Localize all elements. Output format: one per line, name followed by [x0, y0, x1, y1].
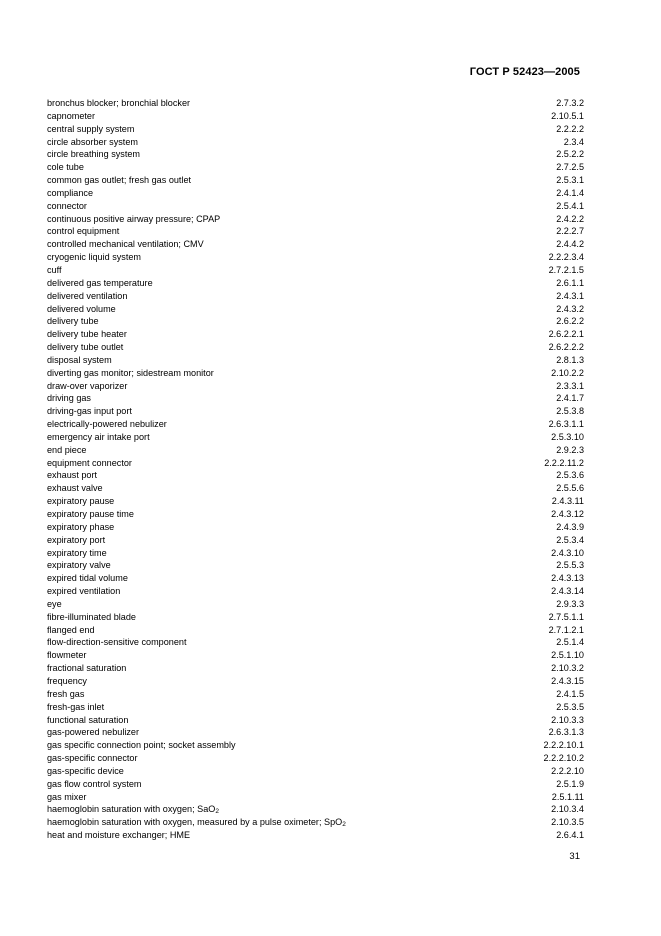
- index-term: [47, 315, 99, 328]
- index-entry: [47, 636, 584, 649]
- index-term: [47, 534, 105, 547]
- index-entry: [47, 598, 584, 611]
- index-entry: [47, 611, 584, 624]
- index-term-text: delivered gas temperature: [47, 277, 153, 288]
- index-term-subscript: 2: [215, 808, 219, 816]
- index-term-text: gas flow control system: [47, 778, 142, 789]
- index-term-text: flowmeter: [47, 650, 87, 661]
- index-term-text: controlled mechanical ventilation; CMV: [47, 239, 204, 250]
- index-entry: [47, 816, 584, 829]
- index-clause-number: 2.6.2.2.1: [548, 329, 584, 340]
- index-term: [47, 816, 346, 829]
- index-term: [47, 778, 142, 791]
- index-clause-number: 2.4.3.2: [556, 303, 584, 314]
- index-entry: [47, 752, 584, 765]
- index-term: [47, 547, 107, 560]
- index-term: [47, 405, 132, 418]
- index-clause-number: 2.7.2.1.5: [548, 264, 584, 275]
- index-clause-number: 2.4.3.10: [551, 547, 584, 558]
- index-entry: [47, 136, 584, 149]
- index-entry: [47, 277, 584, 290]
- index-term: [47, 482, 103, 495]
- index-clause-number: 2.5.3.6: [556, 470, 584, 481]
- index-clause-number: 2.4.3.9: [556, 521, 584, 532]
- index-term: [47, 187, 93, 200]
- index-clause-number: 2.4.1.4: [556, 187, 584, 198]
- index-clause-number: 2.5.3.5: [556, 701, 584, 712]
- index-term-text: fibre-illuminated blade: [47, 611, 136, 622]
- index-term: [47, 508, 134, 521]
- index-clause-number: 2.10.2.2: [551, 367, 584, 378]
- index-term-text: functional saturation: [47, 714, 129, 725]
- index-clause-number: 2.4.3.12: [551, 509, 584, 519]
- index-term-text: continuous positive airway pressure; CPAP: [47, 213, 221, 224]
- index-entry: [47, 110, 584, 123]
- index-clause-number: 2.4.4.2: [556, 239, 584, 250]
- index-clause-number: 2.9.3.3: [556, 598, 584, 609]
- index-term-text: control equipment: [47, 226, 120, 237]
- index-term-text: capnometer: [47, 110, 96, 121]
- index-entry: [47, 534, 584, 547]
- index-clause-number: 2.7.1.2.1: [548, 624, 584, 635]
- index-term: [47, 611, 136, 624]
- index-entry: [47, 444, 584, 457]
- index-term-text: expiratory pause time: [47, 509, 134, 519]
- index-clause-number: 2.5.1.4: [556, 637, 584, 648]
- index-clause-number: 2.5.3.10: [551, 431, 584, 442]
- index-clause-number: 2.2.2.11.2: [544, 457, 584, 468]
- index-term-text: cuff: [47, 264, 62, 275]
- index-clause-number: 2.4.2.2: [556, 213, 584, 224]
- index-clause-number: 2.7.3.2: [556, 98, 584, 108]
- index-term: [47, 225, 119, 238]
- index-entry: [47, 572, 584, 585]
- index-clause-number: 2.6.1.1: [556, 277, 584, 288]
- index-term: [47, 431, 150, 444]
- index-clause-number: 2.10.3.3: [551, 714, 584, 725]
- index-entry: [47, 521, 584, 534]
- index-term: [47, 726, 139, 739]
- index-term: [47, 675, 87, 688]
- index-clause-number: 2.5.4.1: [556, 200, 584, 211]
- index-term: [47, 213, 220, 226]
- index-term-text: haemoglobin saturation with oxygen; SaO: [47, 804, 216, 815]
- index-entry: [47, 367, 584, 380]
- index-term-text: expiratory pause: [47, 496, 115, 507]
- index-term: [47, 354, 112, 367]
- index-term: [47, 469, 97, 482]
- index-clause-number: 2.4.3.15: [551, 675, 584, 686]
- index-entry: [47, 315, 584, 328]
- index-clause-number: 2.2.2.7: [556, 226, 584, 237]
- index-term-text: gas-specific connector: [47, 753, 138, 764]
- index-term-text: bronchus blocker; bronchial blocker: [47, 98, 191, 108]
- index-entry: [47, 123, 584, 136]
- index-term: [47, 572, 128, 585]
- index-term-text: draw-over vaporizer: [47, 380, 128, 391]
- index-term-text: gas-powered nebulizer: [47, 727, 140, 738]
- index-entry: [47, 174, 584, 187]
- index-clause-number: 2.7.2.5: [556, 162, 584, 173]
- index-entry: [47, 187, 584, 200]
- index-term: [47, 791, 86, 804]
- index-term-text: gas-specific device: [47, 765, 124, 776]
- index-term: [47, 200, 87, 213]
- index-entry: [47, 431, 584, 444]
- index-clause-number: 2.6.2.2: [556, 316, 584, 327]
- index-term: [47, 598, 62, 611]
- index-term-text: common gas outlet; fresh gas outlet: [47, 175, 192, 186]
- index-term-text: exhaust port: [47, 470, 98, 481]
- index-clause-number: 2.4.3.11: [551, 496, 584, 507]
- index-entry: [47, 97, 584, 110]
- index-entry: [47, 200, 584, 213]
- index-clause-number: 2.4.1.7: [556, 393, 584, 404]
- index-entry: [47, 148, 584, 161]
- index-term: [47, 290, 127, 303]
- index-term-text: driving-gas input port: [47, 406, 132, 417]
- index-entry: [47, 392, 584, 405]
- index-entry: [47, 213, 584, 226]
- index-clause-number: 2.5.5.6: [556, 483, 584, 494]
- index-clause-number: 2.4.1.5: [556, 688, 584, 699]
- index-term-text: fresh-gas inlet: [47, 701, 105, 712]
- index-term-text: gas mixer: [47, 791, 87, 802]
- index-clause-number: 2.2.2.10: [551, 765, 584, 776]
- index-term: [47, 341, 123, 354]
- index-term: [47, 701, 104, 714]
- index-entry: [47, 585, 584, 598]
- index-term-text: compliance: [47, 187, 93, 198]
- index-entry: [47, 508, 584, 521]
- index-entry: [47, 726, 584, 739]
- index-clause-number: 2.7.5.1.1: [548, 611, 584, 622]
- index-entry: [47, 547, 584, 560]
- index-term: [47, 521, 114, 534]
- index-term: [47, 444, 86, 457]
- index-entry: [47, 457, 584, 470]
- index-clause-number: 2.5.3.8: [556, 406, 584, 417]
- index-entry: [47, 675, 584, 688]
- index-clause-number: 2.3.4: [563, 136, 584, 147]
- index-term-text: expiratory port: [47, 534, 106, 545]
- index-entry: [47, 662, 584, 675]
- index-entry: [47, 418, 584, 431]
- index-term: [47, 636, 187, 649]
- index-term: [47, 765, 124, 778]
- index-entry: [47, 354, 584, 367]
- index-term-text: cole tube: [47, 162, 84, 173]
- index-entry: [47, 791, 584, 804]
- index-entry: [47, 482, 584, 495]
- index-entry: [47, 803, 584, 816]
- index-clause-number: 2.5.1.10: [551, 650, 584, 661]
- index-entry: [47, 161, 584, 174]
- index-term-text: delivery tube outlet: [47, 342, 124, 353]
- index-term: [47, 559, 111, 572]
- index-term: [47, 624, 95, 637]
- index-term-text: emergency air intake port: [47, 431, 150, 442]
- index-term-text: expiratory phase: [47, 521, 115, 532]
- index-term: [47, 123, 134, 136]
- index-clause-number: 2.5.1.11: [551, 791, 584, 802]
- index-term-text: flanged end: [47, 624, 95, 635]
- index-entry: [47, 559, 584, 572]
- index-term-text: electrically-powered nebulizer: [47, 419, 167, 430]
- index-clause-number: 2.2.2.10.2: [543, 753, 584, 764]
- index-term: [47, 238, 204, 251]
- index-entry: [47, 714, 584, 727]
- index-term-text: delivery tube: [47, 316, 99, 327]
- page-number: 31: [569, 851, 580, 862]
- index-term: [47, 174, 191, 187]
- index-term-text: haemoglobin saturation with oxygen, measured by a pulse oximeter; SpO: [47, 817, 343, 828]
- index-entry: [47, 264, 584, 277]
- index-clause-number: 2.3.3.1: [556, 380, 584, 391]
- index-term: [47, 110, 95, 123]
- index-entry: [47, 380, 584, 393]
- index-list: [47, 97, 584, 842]
- index-term-text: equipment connector: [47, 457, 132, 468]
- index-term: [47, 380, 127, 393]
- document-header: ГОСТ Р 52423—2005: [469, 66, 580, 78]
- index-entry: [47, 829, 584, 842]
- index-entry: [47, 688, 584, 701]
- index-term: [47, 328, 127, 341]
- index-term-text: diverting gas monitor; sidestream monitor: [47, 367, 214, 378]
- index-term: [47, 457, 132, 470]
- index-entry: [47, 341, 584, 354]
- index-clause-number: 2.2.2.2: [556, 123, 584, 134]
- index-term-text: connector: [47, 200, 87, 211]
- index-term-text: fresh gas: [47, 688, 85, 699]
- index-term-text: flow-direction-sensitive component: [47, 637, 187, 648]
- index-term-text: driving gas: [47, 393, 91, 404]
- index-term-text: expired ventilation: [47, 586, 121, 597]
- index-term: [47, 803, 219, 816]
- index-entry: [47, 701, 584, 714]
- index-entry: [47, 303, 584, 316]
- index-entry: [47, 251, 584, 264]
- index-term-text: disposal system: [47, 354, 112, 365]
- index-term: [47, 97, 190, 110]
- index-term: [47, 495, 114, 508]
- index-term: [47, 303, 116, 316]
- index-term-text: delivered volume: [47, 303, 116, 314]
- index-term: [47, 829, 190, 842]
- index-clause-number: 2.4.3.13: [551, 573, 584, 584]
- index-clause-number: 2.5.3.1: [556, 175, 584, 186]
- index-entry: [47, 328, 584, 341]
- index-term-text: expiratory valve: [47, 560, 111, 571]
- index-clause-number: 2.10.3.2: [551, 663, 584, 674]
- index-term: [47, 136, 138, 149]
- index-term-text: gas specific connection point; socket assembly: [47, 740, 236, 751]
- index-clause-number: 2.5.3.4: [556, 534, 584, 545]
- index-clause-number: 2.10.3.4: [551, 804, 584, 815]
- index-term: [47, 739, 236, 752]
- index-term-text: delivered ventilation: [47, 290, 128, 301]
- index-term-text: expiratory time: [47, 547, 107, 558]
- index-term-text: cryogenic liquid system: [47, 252, 142, 263]
- index-term: [47, 367, 214, 380]
- index-clause-number: 2.4.3.1: [556, 290, 584, 301]
- index-term: [47, 418, 167, 431]
- index-entry: [47, 405, 584, 418]
- index-entry: [47, 649, 584, 662]
- index-clause-number: 2.4.3.14: [551, 586, 584, 597]
- index-clause-number: 2.6.3.1.1: [548, 419, 584, 430]
- index-term-text: heat and moisture exchanger; HME: [47, 830, 191, 841]
- index-clause-number: 2.5.1.9: [556, 778, 584, 789]
- index-term: [47, 392, 91, 405]
- index-term: [47, 251, 141, 264]
- index-term: [47, 148, 140, 161]
- index-term: [47, 585, 120, 598]
- index-entry: [47, 765, 584, 778]
- index-term-text: exhaust valve: [47, 483, 103, 494]
- index-term-text: eye: [47, 598, 62, 609]
- index-clause-number: 2.2.2.10.1: [543, 740, 584, 751]
- index-term-text: end piece: [47, 444, 87, 455]
- index-term-text: circle absorber system: [47, 136, 138, 147]
- index-term-subscript: 2: [342, 821, 346, 829]
- index-entry: [47, 739, 584, 752]
- index-entry: [47, 225, 584, 238]
- index-clause-number: 2.5.2.2: [556, 149, 584, 160]
- index-entry: [47, 469, 584, 482]
- index-term-text: delivery tube heater: [47, 329, 127, 340]
- index-clause-number: 2.8.1.3: [556, 354, 584, 365]
- index-term-text: expired tidal volume: [47, 573, 128, 584]
- index-clause-number: 2.10.5.1: [551, 110, 584, 121]
- index-term: [47, 714, 128, 727]
- index-term: [47, 161, 84, 174]
- index-clause-number: 2.2.2.3.4: [548, 252, 584, 263]
- index-term-text: central supply system: [47, 123, 135, 134]
- index-entry: [47, 778, 584, 791]
- index-clause-number: 2.6.3.1.3: [548, 727, 584, 738]
- index-clause-number: 2.10.3.5: [551, 817, 584, 828]
- index-term: [47, 688, 84, 701]
- index-clause-number: 2.5.5.3: [556, 560, 584, 571]
- index-term: [47, 662, 126, 675]
- index-term-text: fractional saturation: [47, 663, 127, 674]
- index-clause-number: 2.9.2.3: [556, 444, 584, 455]
- index-term: [47, 264, 62, 277]
- index-term: [47, 649, 86, 662]
- index-entry: [47, 624, 584, 637]
- index-entry: [47, 238, 584, 251]
- index-clause-number: 2.6.4.1: [556, 830, 584, 841]
- index-term-text: circle breathing system: [47, 149, 140, 160]
- index-term: [47, 752, 137, 765]
- index-term: [47, 277, 153, 290]
- index-clause-number: 2.6.2.2.2: [548, 342, 584, 353]
- index-term-text: frequency: [47, 675, 87, 686]
- index-entry: [47, 290, 584, 303]
- index-entry: [47, 495, 584, 508]
